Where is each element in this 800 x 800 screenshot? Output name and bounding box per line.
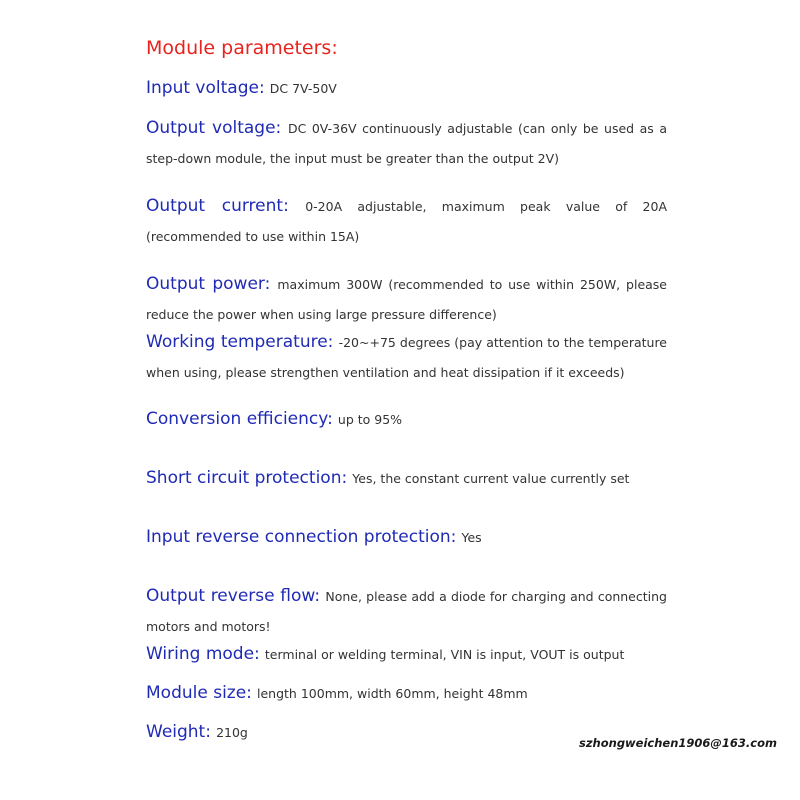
param-label: Output power:: [146, 274, 271, 294]
param-value: length 100mm, width 60mm, height 48mm: [257, 686, 528, 701]
param-value: None, please add a diode for charging and connecting motors and motors!: [146, 589, 667, 634]
param-label: Wiring mode:: [146, 644, 260, 664]
param-label: Output reverse flow:: [146, 586, 321, 606]
param-label: Output voltage:: [146, 118, 282, 138]
param-value: 0-20A adjustable, maximum peak value of 20A (recommended to use within 15A): [146, 199, 667, 244]
param-label: Short circuit protection:: [146, 468, 348, 488]
param-value: DC 0V-36V continuously adjustable (can only be used as a step-down module, the input must be greater than the output 2V): [146, 121, 668, 166]
param-short-circuit-protection: [146, 466, 667, 491]
param-value: DC 7V-50V: [269, 81, 337, 96]
param-label: Module size:: [146, 683, 252, 703]
param-value: Yes: [461, 530, 482, 545]
param-value: terminal or welding terminal, VIN is input, VOUT is output: [264, 647, 625, 662]
param-wiring-mode: [146, 642, 667, 667]
param-value: up to 95%: [337, 412, 403, 427]
param-module-size: [146, 681, 667, 706]
param-value: 210g: [216, 725, 248, 740]
param-label: Input reverse connection protection:: [146, 527, 457, 547]
param-label: Output current:: [146, 196, 289, 216]
page-title: Module parameters:: [146, 37, 338, 59]
param-input-reverse-protection: [146, 525, 667, 550]
param-output-current: [146, 191, 667, 251]
param-label: Working temperature:: [146, 332, 334, 352]
param-output-voltage: [146, 113, 667, 173]
param-value: Yes, the constant current value currently set: [352, 471, 630, 486]
param-output-reverse-flow: [146, 581, 667, 641]
param-label: Input voltage:: [146, 78, 265, 98]
param-input-voltage: [146, 76, 667, 101]
param-label: Conversion efficiency:: [146, 409, 333, 429]
param-output-power: [146, 269, 667, 329]
param-value: -20~+75 degrees (pay attention to the temperature when using, please strengthen ventilation and heat dissipation if it exceeds): [146, 335, 667, 380]
param-value: maximum 300W (recommended to use within 250W, please reduce the power when using large pressure difference): [146, 277, 667, 322]
param-working-temperature: [146, 327, 667, 387]
param-conversion-efficiency: [146, 407, 667, 432]
param-label: Weight:: [146, 722, 211, 742]
watermark-email: szhongweichen1906@163.com: [579, 736, 777, 750]
